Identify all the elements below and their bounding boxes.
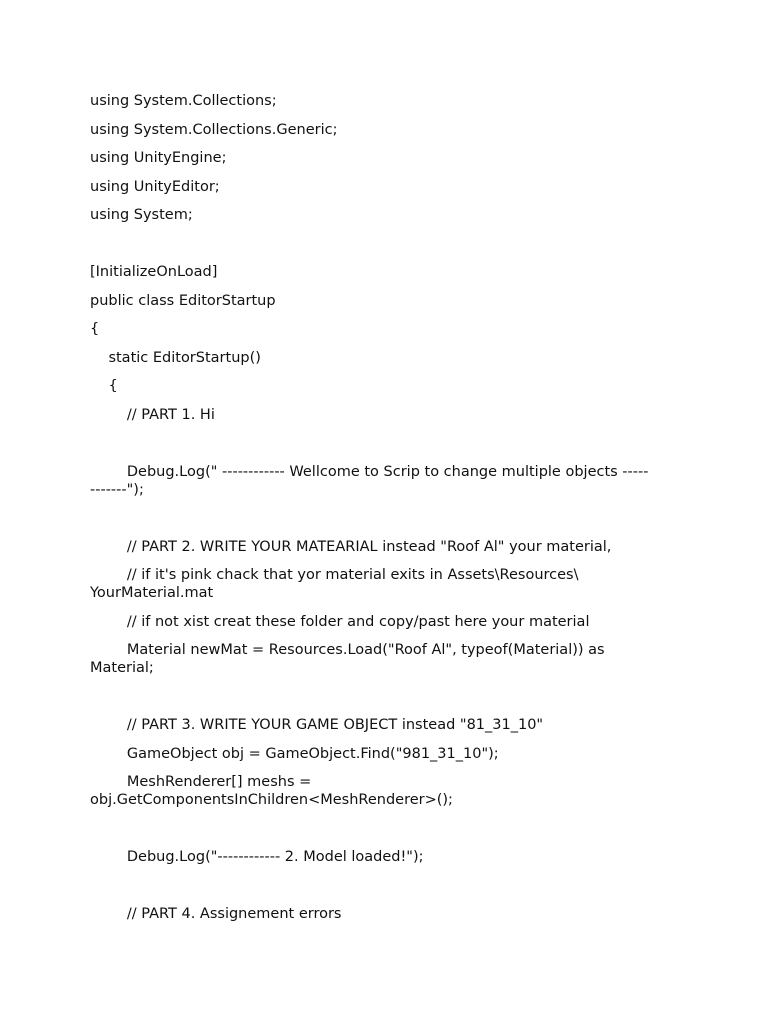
code-line: // if not xist creat these folder and copy/past here your material [90,613,590,630]
code-line: MeshRenderer[] meshs = obj.GetComponentsInChildren<MeshRenderer>(); [90,774,453,808]
blank-line [90,877,650,895]
code-line: Debug.Log(" ------------ Wellcome to Scrip to change multiple objects ------------"); [90,463,649,498]
code-line: { [90,321,100,337]
code-line: // if it's pink chack that yor material exits in Assets\Resources\ YourMaterial.mat [90,567,584,601]
code-line: using System.Collections; [90,93,277,109]
code-listing [90,92,650,934]
code-line: { [90,378,118,394]
code-line: [InitializeOnLoad] [90,264,218,280]
code-line: Debug.Log("------------ 2. Model loaded!"); [90,849,424,865]
code-line: using System.Collections.Generic; [90,121,338,138]
code-line: static EditorStartup() [90,349,261,366]
blank-line [90,434,650,452]
code-line: // PART 3. WRITE YOUR GAME OBJECT instead "81_31_10" [90,717,544,733]
code-line: // PART 1. Hi [90,406,215,423]
code-line: GameObject obj = GameObject.Find("981_31_10"); [90,745,499,762]
code-line: using UnityEngine; [90,150,227,166]
code-line: Material newMat = Resources.Load("Roof Al", typeof(Material)) as Material; [90,642,610,676]
blank-line [90,688,650,706]
blank-line [90,820,650,838]
code-line: // PART 4. Assignement errors [90,906,342,922]
code-line: // PART 2. WRITE YOUR MATEARIAL instead "Roof Al" your material, [90,538,612,555]
blank-line [90,235,650,253]
code-line: public class EditorStartup [90,292,276,309]
code-line: using System; [90,207,193,223]
blank-line [90,509,650,527]
code-line: using UnityEditor; [90,178,220,195]
